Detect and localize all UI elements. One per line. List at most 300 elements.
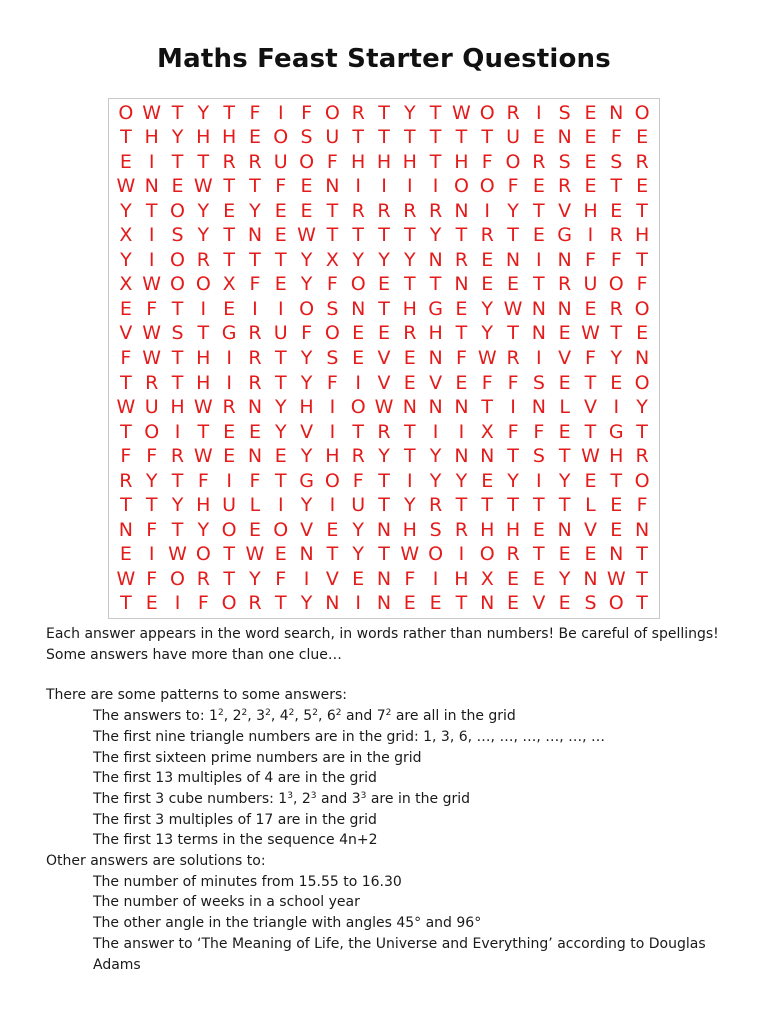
grid-letter: F	[404, 567, 416, 590]
grid-letter: Y	[558, 469, 571, 492]
grid-letter: R	[403, 322, 417, 345]
grid-letter: Y	[274, 420, 287, 443]
grid-letter: T	[636, 543, 648, 566]
grid-letter: T	[274, 469, 287, 492]
grid-letter: O	[170, 199, 185, 222]
grid-letter: V	[377, 346, 391, 369]
grid-letter: T	[352, 126, 364, 149]
grid-letter: R	[558, 273, 572, 296]
grid-letter: T	[429, 273, 442, 296]
grid-letter: I	[252, 297, 258, 320]
grid-letter: R	[119, 469, 133, 492]
grid-letter: O	[428, 543, 444, 566]
grid-letter: E	[481, 273, 494, 296]
grid-letter: F	[326, 150, 338, 173]
grid-letter: G	[221, 322, 237, 345]
grid-letter: N	[118, 518, 133, 541]
grid-letter: W	[116, 567, 136, 590]
grid-letter: I	[613, 396, 620, 419]
grid-letter: T	[120, 371, 132, 394]
triangle-clue: The first nine triangle numbers are in the grid: 1, 3, 6, …, …, …, …, …, …	[93, 728, 606, 745]
grid-letter: T	[378, 543, 390, 566]
grid-letter: H	[505, 518, 521, 541]
grid-letter: T	[584, 420, 597, 443]
grid-letter: W	[245, 543, 265, 566]
grid-letter: S	[532, 445, 545, 468]
grid-letter: T	[533, 273, 545, 296]
grid-letter: H	[454, 567, 469, 590]
grid-letter: T	[507, 224, 519, 247]
grid-letter: Y	[300, 273, 313, 296]
grid-letter: W	[168, 543, 187, 566]
grid-letter: N	[505, 248, 521, 271]
grid-letter: V	[119, 322, 133, 345]
grid-letter: E	[610, 371, 623, 394]
grid-letter: Y	[403, 494, 416, 517]
grid-letter: N	[376, 592, 392, 615]
grid-letter: H	[454, 150, 469, 173]
grid-letter: E	[610, 494, 623, 517]
grid-letter: E	[584, 101, 597, 124]
grid-letter: T	[352, 420, 364, 443]
grid-letter: T	[223, 101, 235, 124]
grid-letter: G	[608, 420, 624, 443]
grid-letter: N	[454, 199, 469, 222]
grid-letter: Y	[197, 518, 210, 541]
grid-letter: Y	[171, 494, 184, 517]
sequence-clue: The first 13 terms in the sequence 4n+2	[93, 832, 378, 849]
grid-letter: X	[480, 567, 494, 590]
grid-letter: O	[170, 273, 185, 296]
grid-letter: N	[376, 518, 392, 541]
weeks-clue: The number of weeks in a school year	[93, 894, 360, 911]
grid-letter: Y	[481, 297, 494, 320]
grid-letter: E	[636, 126, 649, 149]
grid-letter: T	[429, 150, 442, 173]
grid-letter: F	[146, 518, 158, 541]
grid-letter: W	[452, 101, 471, 124]
grid-letter: H	[196, 371, 211, 394]
grid-letter: T	[378, 126, 390, 149]
grid-letter: T	[481, 126, 494, 149]
grid-letter: O	[221, 518, 237, 541]
grid-letter: R	[145, 371, 159, 394]
grid-letter: E	[636, 322, 649, 345]
grid-letter: F	[636, 273, 648, 296]
grid-letter: R	[222, 396, 236, 419]
grid-letter: Y	[378, 445, 390, 468]
grid-letter: V	[558, 346, 572, 369]
grid-letter: W	[116, 396, 136, 419]
grid-letter: E	[352, 322, 365, 345]
grid-letter: H	[299, 396, 314, 419]
grid-letter: Y	[636, 396, 648, 419]
meaning-clue: The answer to ‘The Meaning of Life, the Universe and Everything’ according to Douglas Adams	[93, 935, 706, 973]
grid-letter: H	[325, 445, 340, 468]
grid-letter: Y	[197, 224, 210, 247]
grid-letter: E	[119, 150, 132, 173]
grid-letter: R	[351, 199, 365, 222]
grid-letter: Y	[352, 518, 364, 541]
grid-letter: E	[507, 273, 520, 296]
grid-letter: V	[325, 567, 339, 590]
grid-letter: T	[455, 592, 468, 615]
grid-letter: Y	[249, 199, 261, 222]
grid-letter: I	[174, 420, 181, 443]
grid-letter: R	[170, 445, 185, 468]
grid-letter: I	[536, 469, 542, 492]
grid-letter: G	[299, 469, 314, 492]
grid-letter: R	[429, 494, 443, 517]
instructions	[46, 624, 746, 975]
grid-letter: F	[120, 445, 132, 468]
grid-letter: O	[634, 469, 650, 492]
grid-letter: Y	[300, 346, 313, 369]
grid-letter: R	[506, 101, 520, 124]
grid-letter: T	[171, 518, 184, 541]
grid-letter: T	[584, 371, 597, 394]
grid-letter: W	[142, 273, 162, 296]
grid-letter: S	[171, 224, 184, 247]
grid-letter: E	[274, 543, 287, 566]
grid-letter: E	[584, 150, 597, 173]
grid-letter: E	[171, 175, 184, 198]
grid-letter: V	[532, 592, 546, 615]
word-search-grid	[108, 98, 660, 619]
grid-letter: H	[144, 126, 159, 149]
grid-letter: I	[200, 297, 207, 320]
grid-letter: N	[583, 567, 598, 590]
grid-letter: O	[350, 273, 366, 296]
exponent: 2	[288, 708, 295, 719]
grid-letter: Y	[610, 346, 623, 369]
grid-letter: O	[324, 101, 340, 124]
grid-letter: F	[275, 567, 287, 590]
grid-letter: E	[532, 175, 545, 198]
grid-letter: O	[221, 592, 237, 615]
grid-letter: T	[145, 494, 158, 517]
grid-letter: I	[329, 494, 336, 517]
prime-clue: The first sixteen prime numbers are in the grid	[93, 749, 422, 766]
grid-letter: E	[584, 297, 597, 320]
grid-letter: U	[325, 126, 340, 149]
grid-letter: N	[402, 396, 417, 419]
grid-letter: N	[247, 396, 263, 419]
grid-letter: T	[171, 371, 184, 394]
grid-letter: N	[531, 396, 546, 419]
grid-letter: N	[557, 126, 572, 149]
grid-letter: W	[606, 567, 626, 590]
grid-letter: S	[429, 518, 442, 541]
grid-letter: V	[300, 518, 314, 541]
grid-letter: O	[505, 150, 521, 173]
grid-letter: V	[558, 199, 572, 222]
grid-letter: T	[636, 420, 648, 443]
grid-letter: U	[506, 126, 520, 149]
grid-letter: F	[585, 248, 596, 271]
grid-letter: T	[171, 101, 184, 124]
grid-letter: V	[583, 396, 597, 419]
grid-letter: S	[558, 101, 571, 124]
grid-letter: S	[326, 297, 339, 320]
grid-letter: V	[583, 518, 597, 541]
grid-letter: X	[325, 248, 339, 271]
grid-letter: S	[300, 126, 313, 149]
grid-letter: E	[274, 273, 287, 296]
multiples-of-4-clue: The first 13 multiples of 4 are in the grid	[93, 770, 377, 787]
grid-letter: I	[406, 175, 413, 198]
grid-letter: N	[480, 445, 495, 468]
grid-letter: T	[507, 322, 519, 345]
grid-letter: Y	[403, 101, 416, 124]
grid-letter: W	[142, 322, 162, 345]
grid-letter: E	[274, 224, 287, 247]
grid-letter: T	[429, 101, 442, 124]
grid-letter: N	[557, 248, 572, 271]
grid-letter: N	[144, 175, 159, 198]
grid-letter: U	[351, 494, 366, 517]
grid-letter: W	[400, 543, 420, 566]
grid-letter: N	[428, 396, 443, 419]
grid-letter: Y	[378, 248, 390, 271]
grid-letter: N	[634, 518, 650, 541]
grid-letter: E	[610, 518, 623, 541]
grid-letter: T	[533, 494, 545, 517]
grid-letter: I	[381, 175, 387, 198]
grid-letter: R	[248, 371, 262, 394]
grid-letter: T	[403, 126, 416, 149]
grid-letter: I	[536, 101, 542, 124]
grid-letter: R	[429, 199, 443, 222]
grid-letter: E	[481, 248, 494, 271]
grid-letter: L	[559, 396, 570, 419]
grid-letter: E	[481, 469, 494, 492]
grid-letter: I	[226, 371, 232, 394]
grid-letter: O	[195, 273, 211, 296]
grid-letter: S	[610, 150, 623, 173]
grid-letter: T	[378, 224, 390, 247]
grid-letter: T	[378, 297, 390, 320]
grid-letter: I	[432, 175, 439, 198]
grid-letter: T	[274, 346, 287, 369]
grid-letter: N	[299, 543, 314, 566]
grid-letter: W	[142, 346, 162, 369]
grid-letter: W	[142, 101, 162, 124]
grid-letter: F	[455, 346, 467, 369]
grid-letter: T	[171, 297, 184, 320]
grid-letter: I	[277, 494, 284, 517]
grid-letter: F	[610, 126, 622, 149]
grid-letter: E	[377, 273, 390, 296]
grid-letter: Y	[197, 101, 210, 124]
grid-letter: S	[558, 150, 571, 173]
grid-letter: E	[558, 322, 571, 345]
grid-letter: T	[378, 494, 390, 517]
grid-letter: T	[455, 224, 468, 247]
grid-letter: E	[532, 518, 545, 541]
grid-letter: R	[506, 346, 520, 369]
grid-letter: E	[119, 297, 132, 320]
grid-letter: N	[325, 175, 340, 198]
grid-letter: I	[329, 420, 336, 443]
grid-letter: F	[507, 420, 519, 443]
grid-letter: I	[587, 224, 594, 247]
grid-letter: O	[479, 175, 495, 198]
grid-letter: F	[197, 469, 209, 492]
grid-letter: E	[248, 518, 261, 541]
grid-letter: R	[351, 445, 365, 468]
grid-letter: Y	[171, 126, 184, 149]
grid-letter: O	[118, 101, 134, 124]
grid-letter: R	[609, 297, 623, 320]
grid-letter: E	[119, 543, 132, 566]
grid-letter: T	[223, 248, 235, 271]
grid-letter: L	[585, 494, 596, 517]
grid-letter: N	[428, 248, 443, 271]
grid-letter: F	[249, 273, 261, 296]
grid-letter: T	[274, 371, 287, 394]
grid-letter: W	[581, 322, 600, 345]
grid-letter: I	[484, 199, 491, 222]
grid-letter: T	[274, 248, 287, 271]
grid-letter: I	[303, 567, 310, 590]
grid-letter: O	[634, 297, 650, 320]
grid-letter: T	[223, 175, 235, 198]
grid-letter: I	[432, 420, 439, 443]
grid-letter: V	[300, 420, 314, 443]
exponent: 2	[335, 708, 342, 719]
grid-letter: R	[635, 150, 649, 173]
grid-letter: Y	[300, 494, 313, 517]
grid-letter: U	[273, 322, 288, 345]
grid-letter: R	[403, 199, 417, 222]
grid-letter: E	[507, 567, 520, 590]
grid-letter: N	[609, 543, 624, 566]
grid-letter: E	[403, 346, 416, 369]
grid-letter: R	[558, 175, 572, 198]
patterns-heading: There are some patterns to some answers:	[46, 687, 348, 704]
grid-letter: H	[583, 199, 598, 222]
angle-clue: The other angle in the triangle with angles 45° and 96°	[93, 915, 482, 932]
grid-letter: E	[455, 371, 468, 394]
grid-letter: H	[609, 445, 624, 468]
grid-letter: T	[403, 420, 416, 443]
grid-letter: T	[636, 592, 648, 615]
grid-letter: I	[510, 396, 516, 419]
grid-letter: O	[350, 396, 366, 419]
grid-letter: N	[376, 567, 392, 590]
grid-letter: N	[480, 592, 495, 615]
grid-letter: E	[248, 126, 261, 149]
grid-letter: U	[273, 150, 288, 173]
grid-letter: R	[635, 445, 649, 468]
grid-letter: N	[247, 224, 263, 247]
grid-letter: E	[223, 445, 236, 468]
grid-letter: E	[532, 126, 545, 149]
grid-letter: I	[355, 175, 361, 198]
grid-letter: U	[222, 494, 237, 517]
grid-letter: X	[119, 224, 133, 247]
grid-letter: T	[223, 224, 235, 247]
grid-letter: R	[248, 592, 262, 615]
grid-letter: E	[403, 592, 416, 615]
grid-letter: T	[636, 567, 648, 590]
grid-letter: E	[584, 469, 597, 492]
grid-letter: O	[479, 543, 495, 566]
grid-letter: R	[454, 248, 469, 271]
grid-letter: E	[558, 592, 571, 615]
grid-letter: F	[146, 567, 158, 590]
grid-letter: R	[377, 199, 391, 222]
grid-letter: E	[532, 567, 545, 590]
grid-letter: H	[351, 150, 366, 173]
grid-letter: X	[119, 273, 133, 296]
grid-letter: H	[376, 150, 392, 173]
grid-letter: N	[557, 297, 572, 320]
grid-letter: E	[248, 420, 261, 443]
grid-letter: T	[558, 494, 571, 517]
grid-letter: R	[506, 543, 520, 566]
grid-letter: Y	[558, 567, 571, 590]
grid-letter: Y	[300, 592, 313, 615]
grid-letter: O	[299, 150, 315, 173]
grid-letter: T	[197, 150, 210, 173]
grid-letter: H	[634, 224, 650, 247]
exponent: 2	[241, 708, 248, 719]
grid-letter: T	[197, 420, 210, 443]
grid-letter: W	[193, 445, 213, 468]
grid-letter: N	[325, 592, 340, 615]
grid-letter: Y	[352, 248, 364, 271]
grid-letter: E	[636, 175, 649, 198]
grid-letter: Y	[455, 469, 468, 492]
grid-letter: H	[402, 150, 417, 173]
grid-letter: Y	[429, 224, 442, 247]
grid-letter: O	[144, 420, 160, 443]
grid-letter: E	[377, 322, 390, 345]
grid-letter: O	[273, 518, 289, 541]
grid-letter: I	[329, 396, 336, 419]
grid-letter: E	[223, 199, 236, 222]
grid-letter: F	[146, 297, 158, 320]
grid-letter: W	[477, 346, 497, 369]
exponent: 2	[265, 708, 271, 719]
grid-letter: E	[455, 297, 468, 320]
grid-letter: T	[120, 420, 132, 443]
grid-letter: U	[583, 273, 598, 296]
grid-letter: R	[196, 567, 210, 590]
grid-letter: Y	[274, 396, 287, 419]
grid-letter: O	[608, 273, 624, 296]
grid-letter: F	[507, 371, 519, 394]
grid-letter: U	[144, 396, 159, 419]
grid-letter: I	[226, 469, 232, 492]
grid-letter: Y	[300, 248, 313, 271]
grid-letter: T	[171, 346, 184, 369]
grid-letter: N	[454, 445, 469, 468]
grid-letter: T	[326, 199, 339, 222]
grid-letter: N	[634, 346, 650, 369]
grid-letter: H	[196, 346, 211, 369]
grid-letter: T	[507, 445, 519, 468]
grid-letter: O	[170, 248, 185, 271]
grid-letter: H	[428, 322, 443, 345]
grid-letter: I	[148, 224, 155, 247]
other-heading: Other answers are solutions to:	[46, 853, 266, 870]
grid-letter: Y	[145, 469, 158, 492]
grid-letter: T	[610, 469, 623, 492]
grid-letter: T	[403, 273, 416, 296]
